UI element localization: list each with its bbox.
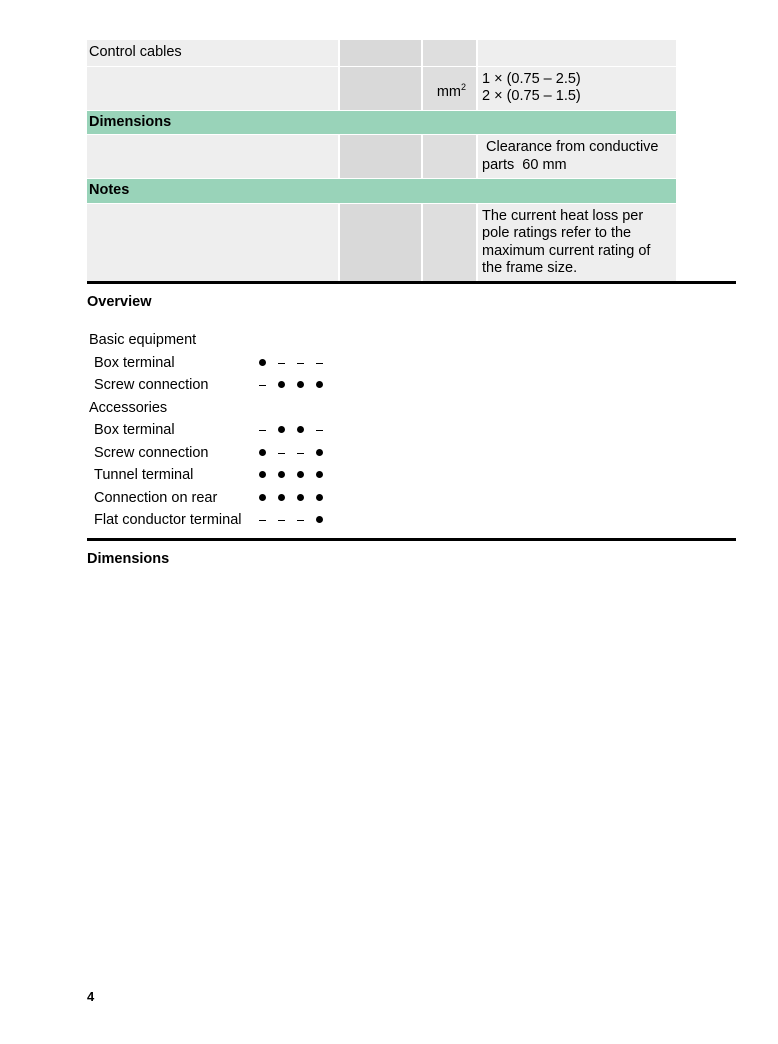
availability-marks xyxy=(257,376,337,394)
dash-icon xyxy=(295,511,305,529)
overview-item xyxy=(89,354,349,376)
dash-icon xyxy=(276,354,286,372)
bullet-dot-icon xyxy=(314,466,324,484)
overview-group-label xyxy=(89,399,349,421)
overview-item-label: Box terminal xyxy=(94,422,175,438)
unit-cell: $mm^2$ xyxy=(423,67,478,111)
availability-marks xyxy=(257,466,337,484)
bullet-dot-icon xyxy=(295,376,305,394)
section-divider xyxy=(87,281,736,284)
bullet-dot-icon xyxy=(276,421,286,439)
notes-section-header: Notes xyxy=(87,179,676,204)
dimensions-title: Dimensions xyxy=(87,551,170,567)
page-number: 4 xyxy=(87,989,95,1004)
dash-icon xyxy=(276,511,286,529)
table-row-cable-values xyxy=(87,67,676,111)
overview-item xyxy=(89,444,349,466)
bullet-dot-icon xyxy=(276,376,286,394)
dash-icon xyxy=(257,376,267,394)
table-row-control-cables xyxy=(87,40,676,67)
overview-item-label: Screw connection xyxy=(94,377,209,393)
overview-item-label: Connection on rear xyxy=(94,489,218,506)
bullet-dot-icon xyxy=(314,444,324,462)
overview-item-label: Basic equipment xyxy=(89,332,197,348)
dimensions-section-header: Dimensions xyxy=(87,111,676,136)
overview-item xyxy=(89,511,349,533)
availability-marks xyxy=(257,354,337,372)
bullet-dot-icon xyxy=(276,489,286,507)
dash-icon xyxy=(314,421,324,439)
overview-item-label: Accessories xyxy=(89,399,168,416)
overview-group-label xyxy=(89,331,349,353)
dash-icon xyxy=(295,354,305,372)
overview-item xyxy=(89,466,349,488)
overview-title: Overview xyxy=(87,294,152,310)
overview-item xyxy=(89,376,349,398)
dash-icon xyxy=(276,444,286,462)
bullet-dot-icon xyxy=(257,444,267,462)
bullet-dot-icon xyxy=(257,489,267,507)
dash-icon xyxy=(314,354,324,372)
spec-table xyxy=(87,40,676,283)
table-row-clearance xyxy=(87,135,676,179)
overview-item-label: Box terminal xyxy=(94,354,175,371)
bullet-dot-icon xyxy=(257,466,267,484)
bullet-dot-icon xyxy=(276,466,286,484)
bullet-dot-icon xyxy=(314,511,324,529)
notes-cell: The current heat loss per pole ratings refer to the maximum current rating of the frame size. xyxy=(478,204,676,283)
overview-item-label: Screw connection xyxy=(94,444,209,461)
overview-item xyxy=(89,489,349,511)
bullet-dot-icon xyxy=(295,489,305,507)
dash-icon xyxy=(257,511,267,529)
availability-marks xyxy=(257,489,337,507)
clearance-cell: Clearance from conductive parts 60 mm xyxy=(478,135,676,179)
overview-item-label: Tunnel terminal xyxy=(94,467,194,483)
overview-item xyxy=(89,421,349,443)
bullet-dot-icon xyxy=(314,376,324,394)
table-section-dimensions xyxy=(87,111,676,136)
dash-icon xyxy=(257,421,267,439)
control-cables-label: Control cables xyxy=(87,40,340,67)
dash-icon xyxy=(295,444,305,462)
overview-item-label: Flat conductor terminal xyxy=(94,512,242,528)
cable-values-cell: 1 × (0.75 – 2.5) 2 × (0.75 – 1.5) xyxy=(478,67,676,111)
availability-marks xyxy=(257,511,337,529)
bullet-dot-icon xyxy=(295,466,305,484)
table-row-notes xyxy=(87,204,676,283)
availability-marks xyxy=(257,421,337,439)
table-section-notes xyxy=(87,179,676,204)
section-divider xyxy=(87,538,736,541)
availability-marks xyxy=(257,444,337,462)
bullet-dot-icon xyxy=(314,489,324,507)
bullet-dot-icon xyxy=(257,354,267,372)
bullet-dot-icon xyxy=(295,421,305,439)
